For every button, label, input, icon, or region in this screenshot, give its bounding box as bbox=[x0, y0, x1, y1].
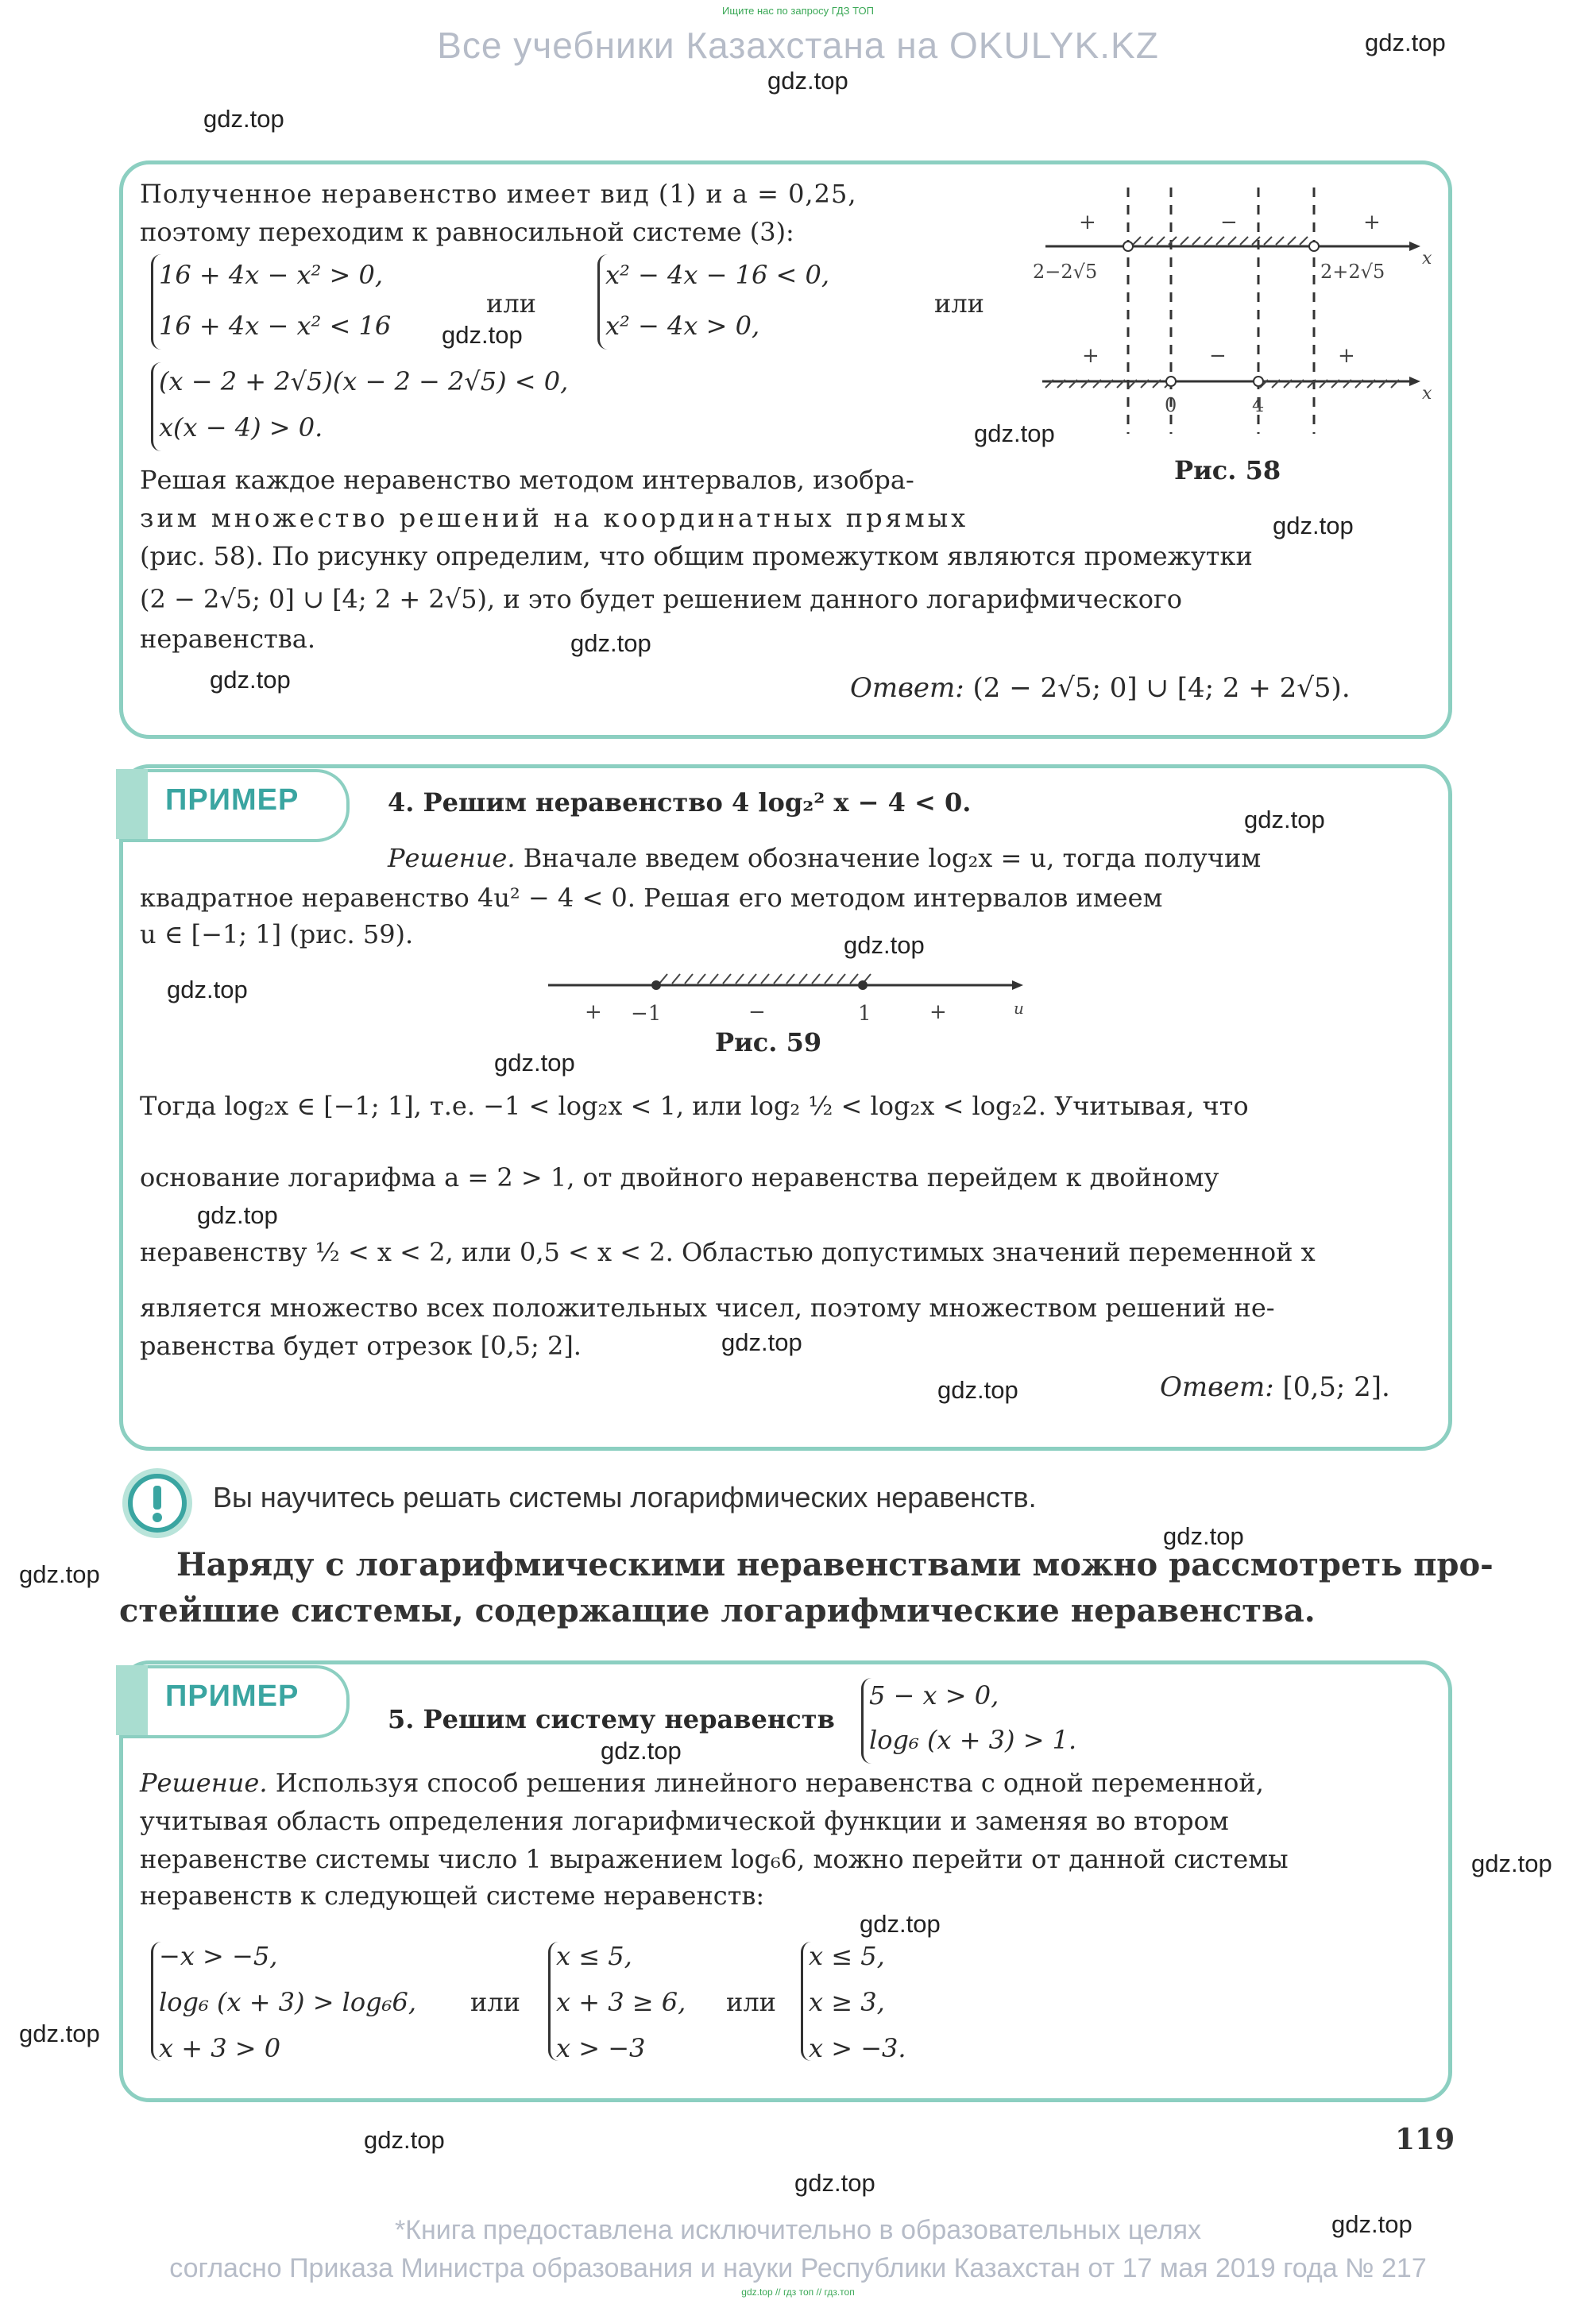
text-line: неравенств к следующей системе неравенств: bbox=[140, 1881, 765, 1911]
text-line: является множество всех положительных чисел, поэтому множеством решений не- bbox=[140, 1293, 1275, 1323]
watermark: gdz.top bbox=[1244, 806, 1325, 833]
system-line: x ≤ 5, bbox=[556, 1941, 632, 1971]
answer-label: Ответ: bbox=[850, 672, 964, 704]
watermark: gdz.top bbox=[19, 1560, 100, 1588]
system-line: x > −3 bbox=[556, 2033, 646, 2063]
text-line: квадратное неравенство 4u² − 4 < 0. Решая его методом интервалов имеем bbox=[140, 883, 1163, 913]
open-point bbox=[1309, 242, 1319, 251]
watermark: gdz.top bbox=[721, 1328, 802, 1356]
system-line: 16 + 4x − x² < 16 bbox=[159, 311, 392, 341]
watermark: gdz.top bbox=[767, 67, 848, 95]
watermark: gdz.top bbox=[19, 2020, 100, 2047]
point-label: 1 bbox=[858, 1002, 871, 1026]
number-line-top bbox=[1045, 237, 1420, 251]
watermark: gdz.top bbox=[1365, 29, 1446, 56]
footer-line: *Книга предоставлена исключительно в образовательных целях bbox=[394, 2215, 1202, 2245]
closed-point bbox=[858, 980, 868, 990]
watermark: gdz.top bbox=[203, 105, 284, 133]
watermark: gdz.top bbox=[974, 419, 1055, 447]
text-line: зим множество решений на координатных прямых bbox=[140, 503, 969, 533]
watermark: gdz.top bbox=[1331, 2210, 1412, 2238]
text-line: неравенства. bbox=[140, 624, 315, 654]
system-line: x ≥ 3, bbox=[809, 1987, 885, 2017]
system-line: x² − 4x > 0, bbox=[605, 311, 760, 341]
header-tagline: Ищите нас по запросу ГДЗ ТОП bbox=[722, 5, 874, 17]
arrow-icon bbox=[1409, 377, 1420, 386]
answer bbox=[850, 672, 1351, 704]
text-line: u ∈ [−1; 1] (рис. 59). bbox=[140, 919, 414, 949]
answer-value: (2 − 2√5; 0] ∪ [4; 2 + 2√5). bbox=[972, 672, 1351, 704]
system-line: x² − 4x − 16 < 0, bbox=[605, 260, 829, 290]
answer-label: Ответ: bbox=[1160, 1371, 1274, 1403]
text-line: Вначале введем обозначение log₂x = u, тогда получим bbox=[523, 843, 1262, 873]
example-title: 5. Решим систему неравенств bbox=[388, 1704, 835, 1734]
sign-label: − bbox=[1220, 211, 1238, 234]
sign-label: − bbox=[1209, 344, 1227, 368]
footer-links[interactable]: gdz.top // гдз топ // гдз.топ bbox=[741, 2287, 855, 2298]
system-line: x ≤ 5, bbox=[809, 1941, 885, 1971]
closed-point bbox=[651, 980, 661, 990]
system-line: −x > −5, bbox=[159, 1941, 278, 1971]
figure-59 bbox=[540, 953, 1033, 1033]
text-line: равенства будет отрезок [0,5; 2]. bbox=[140, 1331, 582, 1361]
site-header[interactable]: Все учебники Казахстана на OKULYK.KZ bbox=[437, 25, 1159, 66]
watermark: gdz.top bbox=[844, 931, 925, 959]
system-line: 16 + 4x − x² > 0, bbox=[159, 260, 383, 290]
exclamation-icon bbox=[119, 1465, 195, 1541]
watermark: gdz.top bbox=[1163, 1522, 1244, 1550]
watermark: gdz.top bbox=[442, 321, 523, 349]
text-line: Решая каждое неравенство методом интервалов, изобра- bbox=[140, 465, 914, 495]
text-line: Тогда log₂x ∈ [−1; 1], т.е. −1 < log₂x < 1, или log₂ ½ < log₂x < log₂2. Учитывая, что bbox=[140, 1091, 1249, 1121]
axis-label: x bbox=[1422, 249, 1432, 269]
sign-label: + bbox=[929, 1000, 947, 1024]
watermark: gdz.top bbox=[494, 1049, 575, 1077]
system-line: x(x − 4) > 0. bbox=[159, 412, 323, 443]
answer-value: [0,5; 2]. bbox=[1282, 1371, 1390, 1403]
watermark: gdz.top bbox=[601, 1737, 682, 1765]
sign-label: + bbox=[585, 1000, 602, 1024]
example-label: ПРИМЕР bbox=[165, 1680, 299, 1713]
figure-caption: Рис. 58 bbox=[1174, 455, 1281, 485]
paragraph-line: стейшие системы, содержащие логарифмические неравенства. bbox=[119, 1592, 1316, 1629]
watermark: gdz.top bbox=[860, 1910, 941, 1938]
text-line: неравенстве системы число 1 выражением log₆6, можно перейти от данной системы bbox=[140, 1844, 1289, 1874]
point-label: 2+2√5 bbox=[1320, 261, 1385, 283]
answer bbox=[1160, 1371, 1390, 1403]
solution-label: Решение. bbox=[140, 1768, 268, 1798]
watermark: gdz.top bbox=[167, 976, 248, 1003]
or-word: или bbox=[470, 1987, 520, 2017]
text-line: основание логарифма a = 2 > 1, от двойного неравенства перейдем к двойному bbox=[140, 1162, 1219, 1193]
page-number: 119 bbox=[1395, 2123, 1455, 2156]
watermark: gdz.top bbox=[210, 666, 291, 694]
or-word: или bbox=[486, 288, 536, 319]
open-point bbox=[1254, 377, 1263, 386]
text-line: (рис. 58). По рисунку определим, что общим промежутком являются промежутки bbox=[140, 541, 1253, 571]
text-line: Полученное неравенство имеет вид (1) и a = 0,25, bbox=[140, 179, 857, 209]
system-line: x + 3 ≥ 6, bbox=[556, 1987, 686, 2017]
learning-goal: Вы научитесь решать системы логарифмических неравенств. bbox=[213, 1481, 1037, 1513]
sign-label: + bbox=[1338, 344, 1355, 368]
point-label: 4 bbox=[1252, 394, 1265, 416]
axis-label: x bbox=[1422, 384, 1432, 404]
watermark: gdz.top bbox=[937, 1376, 1018, 1404]
solution-label: Решение. bbox=[388, 843, 516, 873]
point-label: −1 bbox=[631, 1002, 662, 1026]
example-title: 4. Решим неравенство 4 log₂² x − 4 < 0. bbox=[388, 787, 972, 818]
example-tag bbox=[121, 769, 350, 842]
or-word: или bbox=[934, 288, 984, 319]
point-label: 0 bbox=[1165, 394, 1177, 416]
paragraph-line: Наряду с логарифмическими неравенствами можно рассмотреть про- bbox=[176, 1546, 1494, 1583]
sign-label: + bbox=[1363, 211, 1381, 234]
system-line: 5 − x > 0, bbox=[869, 1680, 999, 1711]
sign-label: + bbox=[1082, 344, 1099, 368]
text-line: учитывая область определения логарифмической функции и заменяя во втором bbox=[140, 1806, 1229, 1836]
system-line: x + 3 > 0 bbox=[159, 2033, 281, 2063]
sign-label: + bbox=[1079, 211, 1096, 234]
text-line: Используя способ решения линейного неравенства с одной переменной, bbox=[275, 1768, 1264, 1798]
figure-58 bbox=[1030, 180, 1443, 442]
text-line: неравенству ½ < x < 2, или 0,5 < x < 2. Областью допустимых значений переменной x bbox=[140, 1237, 1316, 1267]
open-point bbox=[1123, 242, 1133, 251]
example-label: ПРИМЕР bbox=[165, 783, 299, 817]
figure-caption: Рис. 59 bbox=[715, 1027, 822, 1057]
watermark: gdz.top bbox=[1471, 1850, 1552, 1877]
or-word: или bbox=[726, 1987, 776, 2017]
watermark: gdz.top bbox=[570, 629, 651, 657]
axis-label: u bbox=[1014, 999, 1024, 1018]
watermark: gdz.top bbox=[794, 2169, 875, 2197]
system-line: x > −3. bbox=[809, 2033, 906, 2063]
system-line: (x − 2 + 2√5)(x − 2 − 2√5) < 0, bbox=[159, 366, 569, 396]
watermark: gdz.top bbox=[1273, 512, 1354, 539]
sign-label: − bbox=[748, 1000, 766, 1024]
watermark: gdz.top bbox=[197, 1201, 278, 1229]
arrow-icon bbox=[1409, 242, 1420, 251]
footer-line: согласно Приказа Министра образования и науки Республики Казахстан от 17 мая 2019 года № 217 bbox=[169, 2253, 1427, 2283]
system-line: log₆ (x + 3) > log₆6, bbox=[159, 1987, 417, 2017]
example-tag bbox=[121, 1665, 350, 1738]
watermark: gdz.top bbox=[364, 2126, 445, 2154]
system-line: log₆ (x + 3) > 1. bbox=[869, 1725, 1077, 1755]
text-line: (2 − 2√5; 0] ∪ [4; 2 + 2√5), и это будет решением данного логарифмического bbox=[140, 584, 1182, 614]
number-line-bottom bbox=[1042, 377, 1420, 388]
text-line: поэтому переходим к равносильной системе (3): bbox=[140, 217, 794, 247]
arrow-icon bbox=[1012, 980, 1023, 990]
point-label: 2−2√5 bbox=[1033, 261, 1098, 283]
open-point bbox=[1166, 377, 1176, 386]
